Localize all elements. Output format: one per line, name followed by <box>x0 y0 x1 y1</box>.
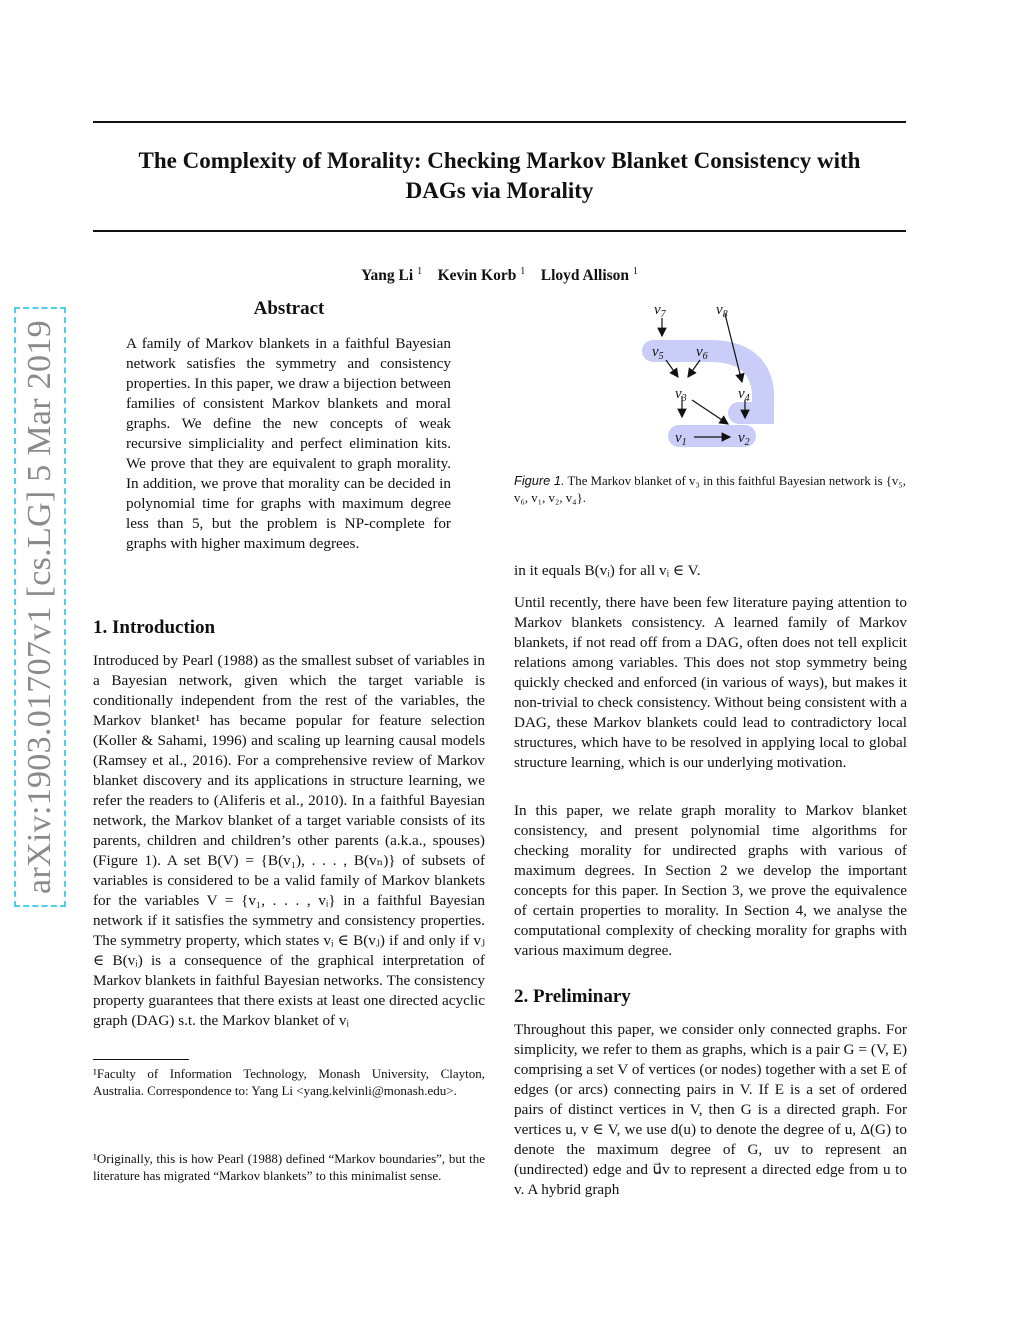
node-v8-sub: 8 <box>722 309 728 320</box>
figure-1-graph <box>630 292 790 452</box>
right-col-continuation: in it equals B(vᵢ) for all vᵢ ∈ V. <box>514 562 701 579</box>
node-v1-sub: 1 <box>681 437 687 448</box>
node-v6: $v_6$ <box>696 344 708 362</box>
title-line-1: The Complexity of Morality: Checking Markov Blanket Consistency with <box>138 148 861 173</box>
author-lloyd-allison: Lloyd Allison <box>540 267 630 285</box>
footnote-1: ¹Originally, this is how Pearl (1988) defined “Markov boundaries”, but the literature has migrated “Markov blankets” to this minimalist sense. <box>93 1151 485 1183</box>
abstract-heading: Abstract <box>253 298 325 319</box>
right-col-paragraph-1: Until recently, there have been few literature paying attention to Markov blankets consistency. A learned family of Markov blankets, if not read off from a DAG, often does not tell explicit relations among variables. This does not stop symmetry being quickly checked and enforced (in various of ways), but makes it non-trivial to check consistency. Without being consistent with a DAG, these Markov blankets could lead to contradictory local structures, which have to be resolved in applying local to global structure learning, which is our underlying motivation. <box>514 594 907 771</box>
figure-1-caption <box>514 472 907 507</box>
node-v4-sub: 4 <box>744 393 750 404</box>
node-v5-sub: 5 <box>658 351 664 362</box>
node-v3: $v_3$ <box>675 386 687 404</box>
node-v6-sub: 6 <box>702 351 708 362</box>
title-line-2: DAGs via Morality <box>405 178 594 203</box>
node-v2-sub: 2 <box>744 437 750 448</box>
node-v7: $v_7$ <box>654 302 666 320</box>
node-v4: $v_4$ <box>738 386 750 404</box>
affil-mark: 1 <box>632 266 638 277</box>
node-v5: $v_5$ <box>652 344 664 362</box>
author-kevin-korb: Kevin Korb <box>437 267 517 285</box>
affil-mark: 1 <box>520 266 526 277</box>
paper-title <box>93 146 906 206</box>
intro-heading: 1. Introduction <box>93 617 216 638</box>
author-yang-li: Yang Li <box>361 267 414 285</box>
abstract-text: A family of Markov blankets in a faithful Bayesian network satisfies the symmetry and consistency properties. In this paper, we draw a bijection between families of consistent Markov blankets and moral graphs. We define the new concepts of weak recursive simpliciality and perfect elimination kits. We prove that they are equivalent to graph morality. In addition, we prove that morality can be decided in polynomial time for graphs with maximum degree less than 5, but the problem is NP-complete for graphs with higher maximum degrees. <box>126 335 451 552</box>
node-v7-sub: 7 <box>660 309 666 320</box>
right-col-paragraph-2: In this paper, we relate graph morality to Markov blanket consistency, and present polynomial time algorithms for checking morality for undirected graphs with various of maximum degrees. In Section 2 we develop the important concepts for this paper. In Section 3, we prove the equivalence of certain properties to morality. In Section 4, we analyse the computational complexity of checking morality for graphs with various maximum degree. <box>514 802 907 959</box>
caption-text: The Markov blanket of v₃ in this faithful Bayesian network is {v₅, v₆, v₁, v₂, v₄}. <box>514 474 906 505</box>
arxiv-stamp[interactable]: arXiv:1903.01707v1 [cs.LG] 5 Mar 2019 <box>14 307 66 907</box>
node-v2: $v_2$ <box>738 430 750 448</box>
node-v8: $v_8$ <box>716 302 728 320</box>
intro-paragraph: Introduced by Pearl (1988) as the smallest subset of variables in a Bayesian network, given which the target variable is conditionally independent from the rest of the variables, the Markov blanket¹ has became popular for feature selection (Koller & Sahami, 1996) and scaling up learning causal models (Ramsey et al., 2016). For a comprehensive review of Markov blanket discovery and its applications in structure learning, we refer the readers to (Aliferis et al., 2010). In a faithful Bayesian network, the Markov blanket of a target variable consists of its parents, children and children’s other parents (a.k.a., spouses) (Figure 1). A set B(V) = {B(v₁), . . . , B(vₙ)} of subsets of variables is considered to be a valid family of Markov blankets for the variables V = {v₁, . . . , vᵢ} in a faithful Bayesian network if it satisfies the symmetry and consistency properties. The symmetry property, which states vᵢ ∈ B(vⱼ) if and only if vⱼ ∈ B(vᵢ) is a consequence of the graphical interpretation of Markov blankets in faithful Bayesian networks. The consistency property guarantees that there exists at least one directed acyclic graph (DAG) s.t. the Markov blanket of vᵢ <box>93 652 485 1029</box>
affiliation-footnote: ¹Faculty of Information Technology, Monash University, Clayton, Australia. Correspondence to: Yang Li <yang.kelvinli@monash.edu>. <box>93 1066 485 1098</box>
title-bottom-rule <box>93 230 906 232</box>
node-v1: $v_1$ <box>675 430 687 448</box>
footnote-rule <box>93 1059 189 1060</box>
preliminary-heading: 2. Preliminary <box>514 986 631 1007</box>
author-list <box>93 266 906 285</box>
affil-mark: 1 <box>417 266 423 277</box>
title-top-rule <box>93 121 906 123</box>
preliminary-paragraph: Throughout this paper, we consider only connected graphs. For simplicity, we refer to them as graphs, which is a pair G = (V, E) comprising a set V of vertices (or nodes) together with a set E of edges (or arcs) connecting pairs in V. If E is a set of ordered pairs of distinct vertices in V, then G is a directed graph. For vertices u, v ∈ V, we use d(u) to denote the degree of u, Δ(G) to denote the maximum degree of G, uv to represent an (undirected) edge and u⃗v to represent a directed edge from u to v. A hybrid graph <box>514 1021 907 1198</box>
node-v3-sub: 3 <box>681 393 687 404</box>
caption-label: Figure 1. <box>514 473 565 488</box>
